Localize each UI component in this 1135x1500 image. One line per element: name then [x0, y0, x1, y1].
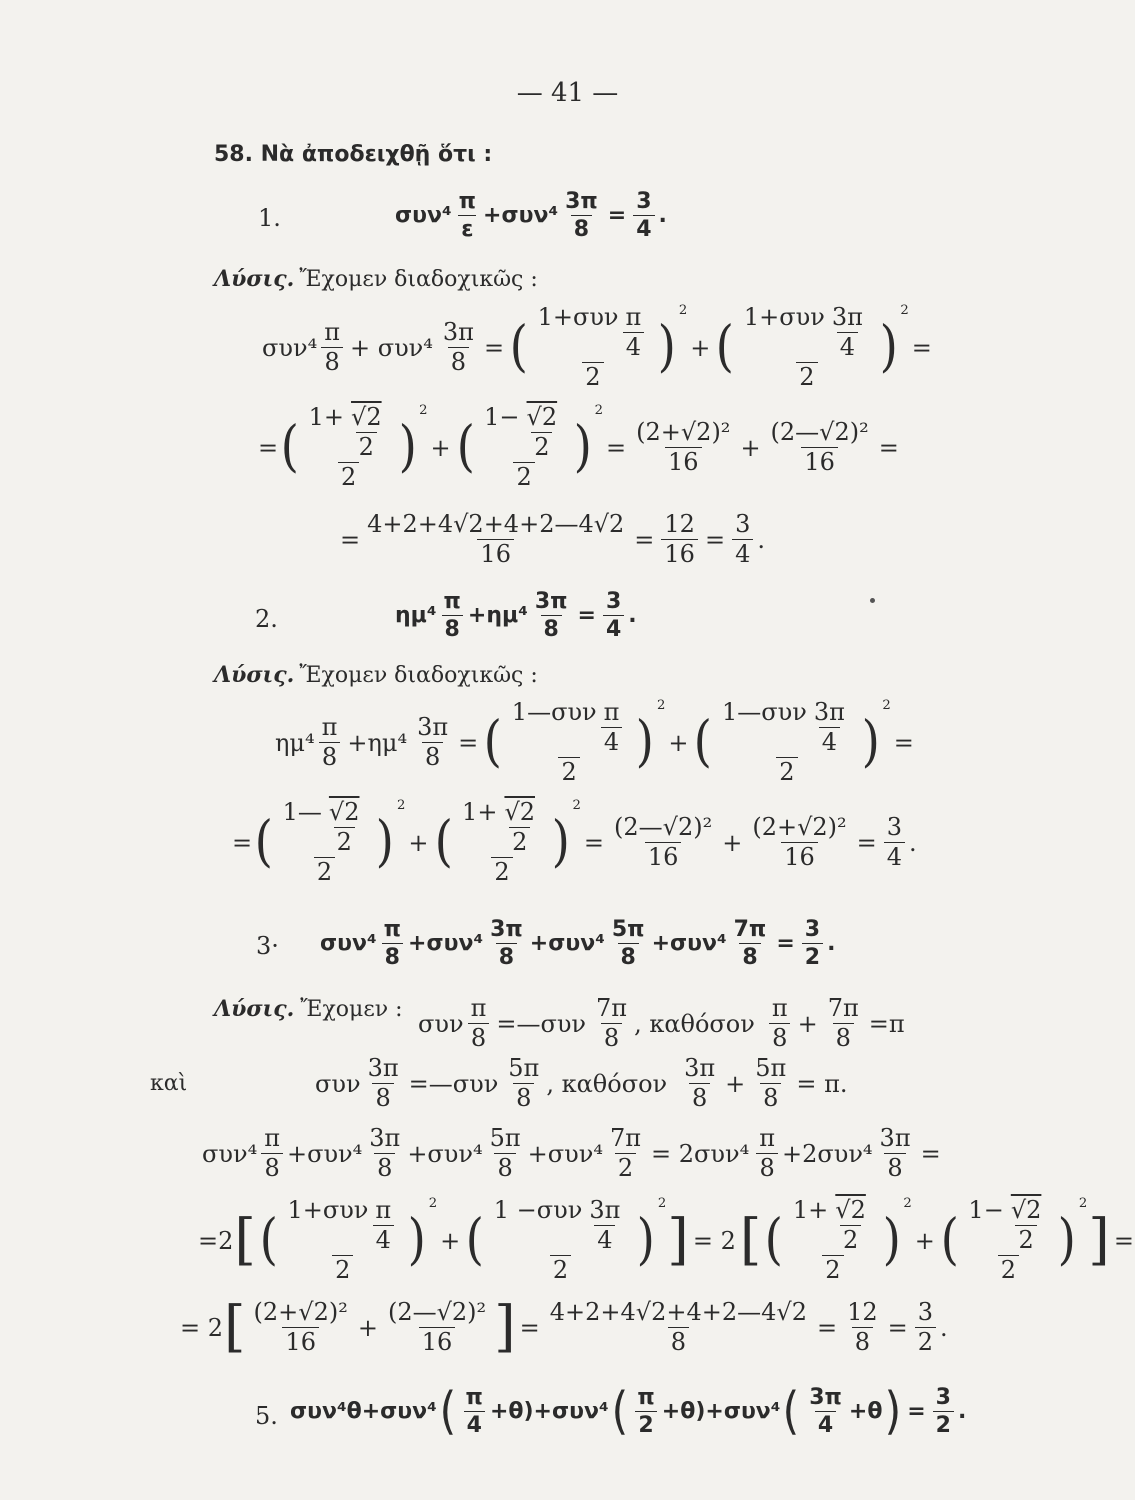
since-word: , καθόσον — [546, 1069, 668, 1098]
left-paren: ( — [483, 710, 503, 775]
exponent: 2 — [397, 798, 406, 813]
fraction: $\frac{\pi}{8}$ — [321, 320, 343, 375]
item-5-label: 5. — [255, 1402, 278, 1430]
exponent: 2 — [428, 1196, 438, 1211]
fraction: $\frac{3\pi}{8}$ — [369, 1124, 401, 1183]
equals: = — [577, 603, 596, 629]
fraction: $\frac{\pi}{8}$ — [756, 1126, 778, 1181]
left-paren: ( — [715, 315, 735, 380]
page-number: — 41 — — [516, 78, 619, 108]
fraction: $\frac{5\pi}{8}$ — [489, 1124, 521, 1183]
fraction: $\frac{\text{(2—√2)²}}{16}$ — [387, 1298, 487, 1357]
fraction: $\frac{5\pi}{8}$ — [611, 917, 645, 971]
item-3-statement — [320, 918, 835, 969]
equals-minus-cos: =—συν — [408, 1069, 499, 1098]
plus: + — [408, 828, 429, 857]
fraction: 1− $\frac{√2}{2}$ 2 — [481, 405, 567, 491]
plus: + — [722, 828, 743, 857]
period: . — [757, 525, 765, 554]
fraction: $\frac{4+2+4√2+4+2—4√2}{8}$ — [549, 1298, 807, 1357]
period: . — [827, 931, 836, 957]
fraction: $\frac{\pi}{8}$ — [261, 1126, 283, 1181]
solution-heading-1 — [214, 266, 538, 292]
equals-pi: =π — [868, 1009, 905, 1038]
equals: = — [634, 525, 655, 554]
fraction: 1—συν $\frac{\pi}{4}$ 2 — [509, 700, 630, 786]
exponent: 2 — [656, 698, 666, 713]
equals: = — [907, 1399, 926, 1425]
fraction: 1+ $\frac{√2}{2}$ 2 — [790, 1198, 876, 1284]
equals-2: = 2 — [180, 1313, 224, 1342]
numerator: 1+συν $\frac{\pi}{4}$ — [535, 305, 652, 362]
fraction: $\frac{\pi}{4}$ — [601, 700, 623, 755]
fraction: $\frac{√2}{2}$ — [835, 1196, 866, 1255]
plus: + — [914, 1226, 935, 1255]
ink-dot — [870, 598, 875, 603]
equals: = — [340, 525, 361, 554]
fraction: $\frac{√2}{2}$ — [504, 798, 535, 857]
equals: = — [483, 333, 505, 362]
sin4-term: ημ⁴ — [275, 728, 315, 757]
plus-theta: +θ — [489, 1399, 524, 1425]
equals: = — [519, 1313, 540, 1342]
left-paren: ( — [456, 415, 475, 480]
plus-cos4-term: +συν⁴ — [529, 931, 605, 957]
equals-2: =2 — [198, 1226, 234, 1255]
fraction: $\frac{7\pi}{2}$ — [609, 1124, 641, 1183]
right-paren: ) — [884, 1381, 902, 1441]
fraction: $\frac{3\pi}{4}$ — [809, 1385, 842, 1439]
fraction: $\frac{3\pi}{8}$ — [417, 713, 449, 772]
equals: = — [776, 931, 795, 957]
equals: = — [607, 203, 627, 229]
kai-word: καὶ — [150, 1071, 188, 1096]
equals-2: = 2 — [692, 1226, 736, 1255]
right-paren: ) — [861, 710, 880, 775]
fraction: $\frac{7\pi}{8}$ — [733, 917, 767, 971]
fraction: 1—συν $\frac{3\pi}{4}$ 2 — [719, 700, 855, 786]
plus: + — [357, 1313, 378, 1342]
fraction: $\frac{7\pi}{8}$ — [827, 994, 859, 1053]
fraction: $\frac{\pi}{\varepsilon}$ — [458, 189, 477, 243]
item-1-statement — [395, 190, 667, 241]
right-bracket: ] — [494, 1295, 516, 1360]
plus-cos4-term: + συν⁴ — [349, 333, 433, 362]
exponent: 2 — [900, 303, 909, 318]
fraction: $\frac{5\pi}{8}$ — [755, 1054, 787, 1113]
fraction: $\frac{3}{2}$ — [915, 1300, 936, 1355]
left-paren: ( — [439, 1381, 457, 1441]
fraction: $\frac{\pi}{4}$ — [372, 1198, 394, 1253]
numerator: 1+ $\frac{√2}{2}$ — [790, 1198, 876, 1255]
fraction: $\frac{\text{(2—√2)²}}{16}$ — [614, 813, 713, 872]
fraction: 1+ $\frac{√2}{2}$ 2 — [459, 800, 545, 886]
period: . — [957, 1399, 967, 1425]
item-3-sum-line — [202, 1126, 944, 1181]
exponent: 2 — [1078, 1196, 1088, 1211]
fraction: $\frac{√2}{2}$ — [526, 403, 558, 462]
plus-cos4-term: +συν⁴ — [527, 1139, 603, 1168]
item-2-statement — [395, 590, 637, 641]
plus-cos4-term: +συν⁴ — [483, 203, 559, 229]
equals: = — [887, 1313, 908, 1342]
fraction: 1— $\frac{√2}{2}$ 2 — [280, 800, 370, 886]
item-3-identity-1 — [418, 996, 908, 1051]
solution-intro: Ἔχομεν : — [300, 996, 403, 1022]
numerator: 1—συν $\frac{\pi}{4}$ — [509, 700, 630, 757]
fraction: $\frac{3\pi}{8}$ — [684, 1054, 716, 1113]
fraction: $\frac{3\pi}{8}$ — [534, 589, 568, 643]
fraction: $\frac{4+2+4√2+4+2—4√2}{16}$ — [367, 510, 625, 569]
right-bracket: ] — [667, 1208, 689, 1273]
equals: = — [893, 728, 914, 757]
fraction: $\frac{\pi}{4}$ — [465, 1385, 483, 1439]
fraction: $\frac{3}{2}$ — [802, 918, 823, 969]
fraction: $\frac{\text{(2+√2)²}}{16}$ — [636, 418, 731, 477]
left-paren: ( — [611, 1381, 628, 1441]
item-3-line-c — [180, 1295, 948, 1360]
fraction: $\frac{3\pi}{4}$ — [813, 698, 845, 757]
fraction: 1 −συν $\frac{3\pi}{4}$ 2 — [491, 1198, 631, 1284]
lusis-label: Λύσις. — [214, 996, 295, 1022]
numerator: 1—συν $\frac{3\pi}{4}$ — [719, 700, 855, 757]
period: . — [909, 828, 917, 857]
fraction: $\frac{\text{(2+√2)²}}{16}$ — [253, 1298, 348, 1357]
fraction: $\frac{\pi}{4}$ — [623, 305, 645, 360]
numerator: 1+συν $\frac{\pi}{4}$ — [284, 1198, 401, 1255]
equals: = — [856, 828, 877, 857]
right-paren: ) — [376, 810, 395, 875]
sin4-term: ημ⁴ — [395, 603, 437, 629]
fraction: $\frac{5\pi}{8}$ — [508, 1054, 540, 1113]
left-paren: ( — [764, 1208, 784, 1273]
item-2-line-1 — [275, 700, 917, 786]
fraction: $\frac{3\pi}{4}$ — [589, 1196, 621, 1255]
equals-minus-cos: =—συν — [496, 1009, 587, 1038]
equals: = — [878, 433, 899, 462]
fraction: 1+ $\frac{√2}{2}$ 2 — [306, 405, 392, 491]
right-paren: ) — [879, 315, 898, 380]
period: . — [940, 1313, 948, 1342]
right-paren: ) — [657, 315, 677, 380]
period: . — [658, 203, 667, 229]
equals: = — [911, 333, 932, 362]
equals: = — [458, 728, 479, 757]
equals: = — [606, 433, 627, 462]
plus-2cos4: +2συν⁴ — [781, 1139, 873, 1168]
item-3-identity-2 — [315, 1056, 850, 1111]
solution-intro: Ἔχομεν διαδοχικῶς : — [299, 663, 538, 688]
right-paren: ) — [636, 710, 655, 775]
right-paren: ) — [1057, 1208, 1077, 1273]
fraction: $\frac{\pi}{8}$ — [769, 996, 791, 1051]
plus-cos4-term: +συν⁴ — [407, 1139, 483, 1168]
left-paren: ( — [694, 710, 713, 775]
right-paren: ) — [398, 415, 417, 480]
fraction: $\frac{3\pi}{8}$ — [442, 318, 474, 377]
plus: + — [430, 433, 451, 462]
left-paren: ( — [940, 1208, 959, 1273]
plus: + — [668, 728, 689, 757]
fraction: $\frac{√2}{2}$ — [328, 798, 360, 857]
numerator: 1 −συν $\frac{3\pi}{4}$ — [491, 1198, 631, 1255]
fraction: $\frac{12}{16}$ — [661, 512, 698, 567]
item-3-label: 3· — [256, 932, 279, 960]
plus: + — [740, 433, 761, 462]
fraction: $\frac{\pi}{8}$ — [468, 996, 490, 1051]
exponent: 2 — [657, 1196, 667, 1211]
plus-cos4-term: +συν⁴ — [651, 931, 727, 957]
numerator: 1— $\frac{√2}{2}$ — [280, 800, 370, 857]
plus: + — [725, 1069, 746, 1098]
fraction: $\frac{3\pi}{4}$ — [831, 303, 863, 362]
plus: + — [690, 333, 711, 362]
numerator: 1+ $\frac{√2}{2}$ — [459, 800, 545, 857]
fraction: $\frac{7\pi}{8}$ — [596, 994, 628, 1053]
exponent: 2 — [678, 303, 688, 318]
item-1-line-2 — [258, 405, 902, 491]
cos4-term: συν⁴ — [202, 1139, 258, 1168]
plus-sin4-term: +ημ⁴ — [467, 603, 528, 629]
fraction: $\frac{3}{2}$ — [933, 1386, 954, 1437]
fraction: $\frac{\pi}{2}$ — [637, 1385, 655, 1439]
lusis-label: Λύσις. — [214, 266, 295, 292]
lusis-label: Λύσις. — [214, 662, 295, 688]
since-word: , καθόσον — [634, 1009, 755, 1038]
right-paren: ) — [551, 810, 570, 875]
left-paren: ( — [259, 1208, 278, 1273]
cos-term: συν — [315, 1069, 361, 1098]
fraction: $\frac{3\pi}{8}$ — [490, 917, 523, 971]
numerator: 1+συν $\frac{3\pi}{4}$ — [741, 305, 873, 362]
plus-cos4-term: +συν⁴ — [286, 1139, 363, 1168]
fraction: $\frac{\text{(2+√2)²}}{16}$ — [752, 813, 847, 872]
item-3-solution-line-1 — [214, 996, 403, 1022]
numerator: 1+ $\frac{√2}{2}$ — [306, 405, 392, 462]
right-paren: ) — [882, 1208, 901, 1273]
cos4-term: συν⁴ — [262, 333, 318, 362]
item-1-line-1 — [262, 305, 935, 391]
period: . — [628, 603, 637, 629]
fraction: $\frac{3\pi}{8}$ — [367, 1054, 399, 1113]
plus-theta: +θ — [661, 1399, 696, 1425]
numerator: 1− $\frac{√2}{2}$ — [965, 1198, 1051, 1255]
left-bracket: [ — [224, 1295, 246, 1360]
item-2-label: 2. — [255, 605, 278, 633]
exponent: 2 — [903, 1196, 912, 1211]
equals: = — [1113, 1226, 1134, 1255]
equals: = — [258, 433, 279, 462]
solution-intro: Ἔχομεν διαδοχικῶς : — [299, 267, 538, 292]
right-paren: ) — [407, 1208, 427, 1273]
equals: = — [704, 525, 726, 554]
left-paren: ( — [280, 415, 300, 480]
cos-term: συν — [418, 1009, 464, 1038]
plus: + — [440, 1226, 461, 1255]
right-paren: ) — [573, 415, 593, 480]
fraction: $\frac{\pi}{8}$ — [319, 715, 341, 770]
plus: + — [797, 1009, 818, 1038]
fraction: $\frac{√2}{2}$ — [351, 403, 382, 462]
plus-sin4-term: +ημ⁴ — [347, 728, 408, 757]
fraction: $\frac{3}{4}$ — [603, 590, 624, 641]
left-bracket: [ — [739, 1208, 762, 1273]
left-paren: ( — [434, 810, 453, 875]
fraction: 1+συν $\frac{3\pi}{4}$ 2 — [741, 305, 873, 391]
fraction: $\frac{12}{8}$ — [847, 1298, 878, 1357]
problem-heading: 58. Νὰ ἀποδειχθῇ ὅτι : — [214, 142, 493, 167]
equals-2cos4: = 2συν⁴ — [651, 1139, 750, 1168]
exponent: 2 — [419, 403, 428, 418]
fraction: $\frac{√2}{2}$ — [1010, 1196, 1042, 1255]
fraction: $\frac{\pi}{8}$ — [443, 589, 461, 643]
equals: = — [816, 1313, 838, 1342]
cos4-term: συν⁴ — [395, 203, 452, 229]
fraction: 1+συν $\frac{\pi}{4}$ 2 — [535, 305, 652, 391]
fraction: $\frac{\pi}{8}$ — [383, 917, 402, 971]
fraction: $\frac{\text{(2—√2)²}}{16}$ — [770, 418, 869, 477]
plus-cos4-term: )+συν⁴ — [695, 1399, 781, 1425]
item-1-label: 1. — [258, 204, 281, 232]
fraction: $\frac{3}{4}$ — [884, 815, 905, 870]
item-5-statement — [290, 1381, 967, 1441]
equals: = — [583, 828, 605, 857]
numerator: 1− $\frac{√2}{2}$ — [481, 405, 567, 462]
exponent: 2 — [572, 798, 581, 813]
left-paren: ( — [465, 1208, 485, 1273]
fraction: 1+συν $\frac{\pi}{4}$ 2 — [284, 1198, 401, 1284]
fraction: 1− $\frac{√2}{2}$ 2 — [965, 1198, 1051, 1284]
equals: = — [232, 828, 253, 857]
item-3-line-b — [198, 1198, 1135, 1284]
equals: = — [920, 1139, 941, 1168]
fraction: $\frac{3}{4}$ — [732, 512, 753, 567]
cos4-term: συν⁴ — [320, 931, 377, 957]
left-paren: ( — [254, 810, 274, 875]
solution-heading-2 — [214, 662, 538, 688]
item-1-line-3 — [340, 512, 765, 567]
right-paren: ) — [636, 1208, 656, 1273]
plus-cos4-term: )+συν⁴ — [523, 1399, 609, 1425]
cos4-theta-terms: συν⁴θ+συν⁴ — [290, 1399, 437, 1425]
fraction: $\frac{3\pi}{8}$ — [879, 1124, 911, 1183]
plus-cos4-term: +συν⁴ — [408, 931, 484, 957]
item-2-line-2 — [232, 800, 917, 886]
exponent: 2 — [594, 403, 604, 418]
exponent: 2 — [882, 698, 891, 713]
left-paren: ( — [509, 315, 528, 380]
equals-pi: = π. — [796, 1069, 848, 1098]
fraction: $\frac{3}{4}$ — [633, 190, 654, 241]
left-bracket: [ — [234, 1208, 256, 1273]
fraction: $\frac{3\pi}{8}$ — [565, 189, 598, 243]
right-bracket: ] — [1088, 1208, 1110, 1273]
plus-theta: +θ — [848, 1399, 883, 1425]
left-paren: ( — [782, 1381, 800, 1441]
